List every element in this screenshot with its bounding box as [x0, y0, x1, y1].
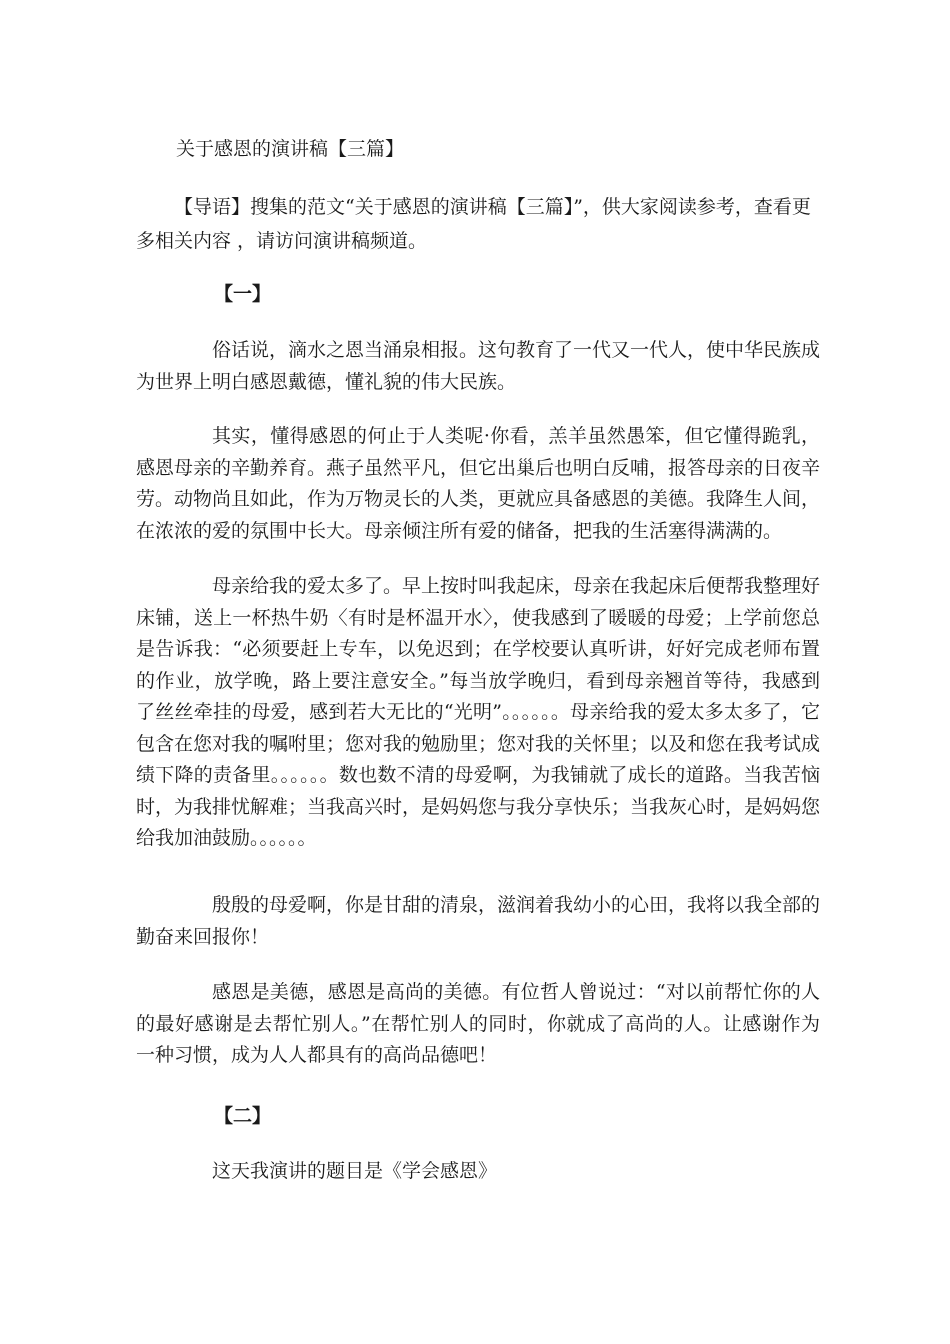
paragraph: 这天我演讲的题目是《学会感恩》: [212, 1160, 498, 1182]
lead-paragraph: 【导语】搜集的范文“关于感恩的演讲稿【三篇】”，供大家阅读参考，查看更多相关内容 ，请访问演讲稿频道。: [136, 196, 811, 252]
section-heading-two: 【二】: [214, 1105, 272, 1127]
section-heading-one: 【一】: [214, 283, 272, 305]
document-title: 关于感恩的演讲稿【三篇】: [176, 138, 405, 160]
paragraph: 母亲给我的爱太多了。早上按时叫我起床，母亲在我起床后便帮我整理好床铺，送上一杯热牛奶〈有时是杯温开水〉，使我感到了暖暖的母爱；上学前您总是告诉我：“必须要赶上专车，以免迟到；在学校要认真听讲，好好完成老师布置的作业，放学晚，路上要注意安全。”每当放学晚归，看到母亲翘首等待，我感到了丝丝牵挂的母爱，感到若大无比的“光明”。。。。。。母亲给我的爱太多太多了，它包含在您对我的嘱咐里；您对我的勉励里；您对我的关怀里；以及和您在我考试成绩下降的责备里。。。。。。数也数不清的母爱啊，为我铺就了成长的道路。当我苦恼时，为我排忧解难；当我高兴时，是妈妈您与我分享快乐；当我灰心时，是妈妈您给我加油鼓励。。。。。。: [136, 575, 821, 849]
paragraph: 其实，懂得感恩的何止于人类呢·你看，羔羊虽然愚笨，但它懂得跪乳，感恩母亲的辛勤养育。燕子虽然平凡，但它出巢后也明白反哺，报答母亲的日夜辛劳。动物尚且如此，作为万物灵长的人类，更就应具备感恩的美德。我降生人间，在浓浓的爱的氛围中长大。母亲倾注所有爱的储备，把我的生活塞得满满的。: [136, 425, 821, 542]
paragraph: 感恩是美德，感恩是高尚的美德。有位哲人曾说过：“对以前帮忙你的人的最好感谢是去帮忙别人。”在帮忙别人的同时，你就成了高尚的人。让感谢作为一种习惯，成为人人都具有的高尚品德吧！: [136, 981, 820, 1066]
paragraph: 俗话说，滴水之恩当涌泉相报。这句教育了一代又一代人，使中华民族成为世界上明白感恩戴德，懂礼貌的伟大民族。: [136, 339, 821, 393]
paragraph: 殷殷的母爱啊，你是甘甜的清泉，滋润着我幼小的心田，我将以我全部的勤奋来回报你！: [136, 894, 821, 948]
